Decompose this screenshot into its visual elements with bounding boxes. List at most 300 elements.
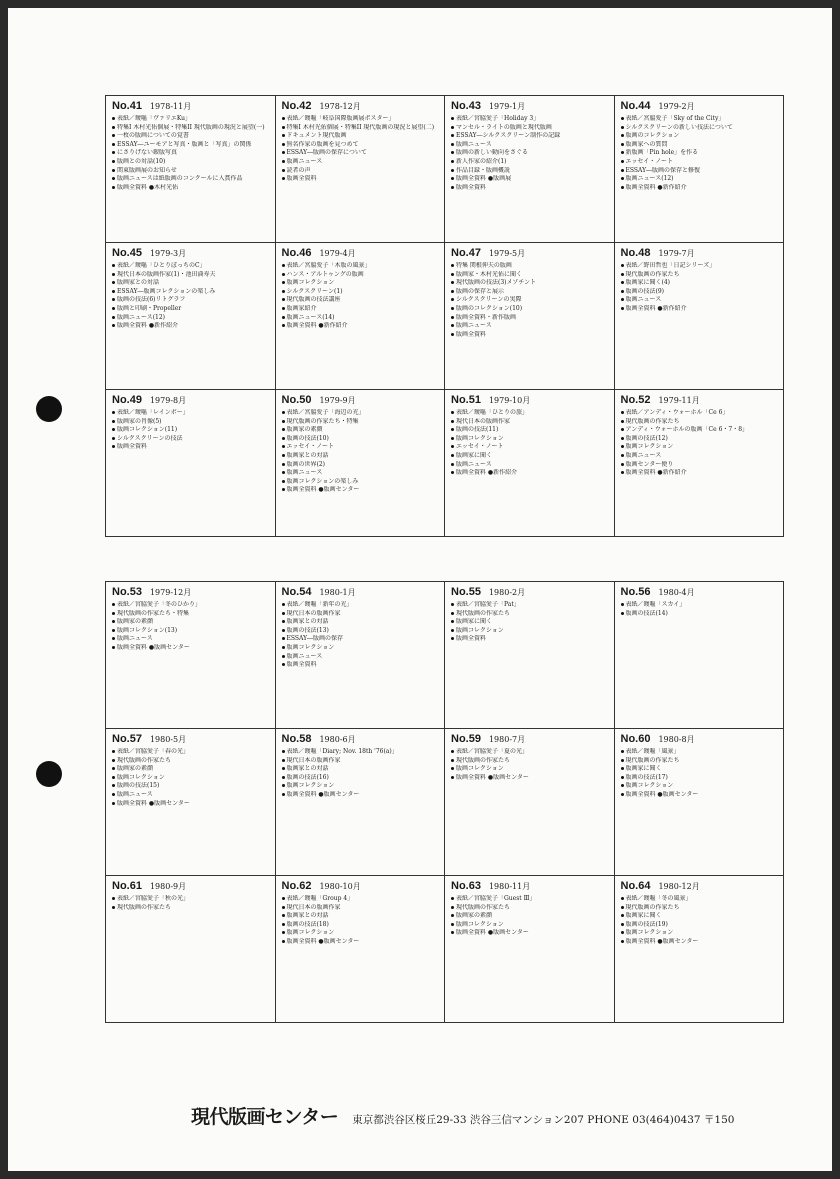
contents-line	[112, 904, 270, 913]
contents-text: 版画家の素顔	[286, 426, 323, 434]
contents-line	[282, 149, 440, 158]
contents-line	[621, 167, 779, 176]
contents-line	[621, 158, 779, 167]
contents-line	[282, 644, 440, 653]
contents-line	[621, 748, 779, 757]
contents-text: 表紙／靉嘔「Group 4」	[286, 895, 354, 902]
issue-date: 1979-11月	[658, 396, 700, 405]
contents-line	[451, 149, 609, 158]
contents-text: シルクスクリーン(1)	[286, 287, 343, 295]
bullet-icon	[282, 488, 285, 491]
bullet-icon	[282, 612, 285, 615]
contents-text: 版画コレクション(11)	[117, 426, 178, 434]
bullet-icon	[112, 637, 115, 640]
issue-header	[621, 100, 779, 112]
issue-cell	[106, 876, 276, 1023]
contents-line	[112, 141, 270, 150]
contents-text: エッセイ・ノート	[456, 443, 504, 451]
contents-line	[451, 443, 609, 452]
issue-cell	[615, 243, 785, 390]
issue-number: No.46	[281, 247, 312, 259]
bullet-icon	[621, 612, 624, 615]
bullet-icon	[451, 411, 454, 414]
contents-line	[112, 791, 270, 800]
contents-line	[451, 601, 609, 610]
issue-number: No.51	[451, 394, 481, 406]
contents-line	[451, 757, 609, 766]
contents-text: 版画の技法(14)	[625, 609, 668, 617]
bullet-icon	[621, 307, 624, 310]
bullet-icon	[282, 776, 285, 779]
contents-text: エッセイ・ノート	[625, 157, 674, 165]
contents-text: 版画ニュース	[625, 451, 662, 459]
issue-cell	[106, 96, 276, 243]
contents-line	[621, 435, 779, 444]
contents-text: ドキュメント現代版画	[286, 132, 347, 140]
bullet-icon	[112, 428, 115, 431]
contents-text: 版画全資料 ●版画センター	[286, 790, 360, 798]
contents-text: 版画家の肖像(5)	[117, 417, 162, 425]
contents-line	[621, 938, 779, 947]
contents-line	[621, 904, 779, 913]
contents-line	[451, 929, 609, 938]
contents-line	[621, 895, 779, 904]
contents-line	[451, 331, 609, 340]
contents-text: 版画ニュース	[117, 635, 153, 643]
contents-line	[282, 469, 440, 478]
contents-line	[451, 895, 609, 904]
contents-text: 版画家との対話	[286, 451, 329, 459]
contents-line	[282, 627, 440, 636]
publisher-address: 東京都渋谷区桜丘29-33 渋谷三信マンション207 PHONE 03(464)0437 〒150	[352, 1114, 735, 1126]
issue-date: 1979-12月	[149, 588, 192, 597]
contents-line	[282, 618, 440, 627]
contents-text: 現代版画の作家たち	[625, 903, 680, 911]
bullet-icon	[451, 126, 454, 129]
contents-text: にさりげない銀版写真	[117, 149, 178, 157]
contents-text: 版画全資料	[456, 330, 487, 338]
contents-text: ESSAY―版画の保存について	[286, 149, 367, 157]
issue-date: 1980-6月	[319, 735, 356, 744]
contents-line	[282, 279, 440, 288]
contents-text: 特集 関根伸夫の版画	[456, 262, 512, 269]
contents-line	[282, 938, 440, 947]
issue-cell	[445, 243, 615, 390]
contents-line	[112, 115, 270, 124]
bullet-icon	[112, 273, 115, 276]
contents-line	[451, 627, 609, 636]
contents-line	[451, 305, 609, 314]
contents-line	[451, 296, 609, 305]
bullet-icon	[112, 186, 115, 189]
contents-text: 版画ニュース	[456, 140, 492, 148]
issue-date: 1979-10月	[488, 396, 531, 405]
contents-line	[451, 912, 609, 921]
contents-line	[621, 288, 779, 297]
bullet-icon	[451, 134, 454, 137]
contents-text: 版画家との対話	[117, 279, 160, 287]
contents-line	[282, 912, 440, 921]
bullet-icon	[282, 897, 285, 900]
contents-text: 版画全資料・新作版画	[456, 313, 517, 321]
contents-text: 版画コレクション	[625, 782, 674, 790]
bullet-icon	[451, 316, 454, 319]
issue-number: No.63	[451, 880, 481, 892]
contents-line	[282, 167, 440, 176]
bullet-icon	[112, 793, 115, 796]
issue-date: 1980-2月	[488, 588, 526, 597]
bullet-icon	[282, 784, 285, 787]
bullet-icon	[621, 897, 624, 900]
bullet-icon	[621, 298, 624, 301]
issue-number: No.61	[112, 880, 142, 892]
contents-line	[112, 314, 270, 323]
contents-text: 版画全資料 ●版画センター	[286, 486, 360, 494]
bullet-icon	[621, 750, 624, 753]
issue-date: 1979-5月	[488, 249, 526, 258]
bullet-icon	[112, 151, 115, 154]
bullet-icon	[621, 445, 624, 448]
issue-date: 1980-9月	[149, 882, 187, 891]
contents-line	[112, 435, 270, 444]
contents-text: 表紙／野田哲也「日記シリーズ」	[625, 262, 716, 269]
issue-header	[112, 247, 270, 259]
issue-date: 1980-1月	[319, 588, 356, 597]
contents-text: シルクスクリーンの実際	[456, 296, 522, 304]
contents-text: 作品目録・版画概説	[456, 166, 511, 174]
contents-text: 版画コレクション	[286, 279, 335, 287]
contents-text: 版画全資料	[117, 443, 148, 451]
contents-line	[282, 322, 440, 331]
contents-text: 版画全資料	[286, 175, 317, 183]
contents-text: 版画家に聞く	[625, 912, 662, 920]
contents-line	[282, 774, 440, 783]
bullet-icon	[112, 750, 115, 753]
contents-line	[282, 262, 440, 271]
bullet-icon	[282, 923, 285, 926]
contents-line	[451, 418, 609, 427]
contents-text: 版画の世界(2)	[286, 460, 325, 468]
catalog-page	[8, 8, 832, 1171]
bullet-icon	[112, 759, 115, 762]
contents-text: 無名作家の版画を見つめて	[286, 140, 359, 148]
contents-line	[282, 288, 440, 297]
issue-header	[112, 733, 270, 745]
issue-number: No.56	[620, 586, 651, 598]
contents-line	[451, 748, 609, 757]
contents-text: 表紙／靉嘔「ひとりの旅」	[456, 409, 529, 416]
bullet-icon	[621, 793, 624, 796]
contents-line	[282, 443, 440, 452]
contents-line	[451, 115, 609, 124]
contents-line	[282, 435, 440, 444]
bullet-icon	[451, 264, 454, 267]
contents-text: 新人作家の紹介(1)	[456, 157, 507, 165]
bullet-icon	[112, 324, 115, 327]
issue-date: 1979-9月	[319, 396, 356, 405]
contents-text: 表紙／宮脇愛子「木版の風景」	[286, 262, 371, 269]
contents-text: ESSAY―ユーモアと写真・版画と「写真」の関係	[117, 140, 252, 148]
bullet-icon	[621, 906, 624, 909]
contents-text: 版画の技法(12)	[625, 434, 668, 442]
bullet-icon	[451, 463, 454, 466]
contents-line	[451, 774, 609, 783]
bullet-icon	[451, 759, 454, 762]
contents-line	[282, 895, 440, 904]
contents-text: 版画全資料 ●版画センター	[456, 773, 529, 781]
issue-header	[112, 880, 270, 892]
contents-line	[282, 141, 440, 150]
contents-line	[282, 791, 440, 800]
bullet-icon	[282, 437, 285, 440]
contents-text: シルクスクリーンの新しい技法について	[625, 123, 733, 131]
bullet-icon	[621, 471, 624, 474]
contents-line	[112, 305, 270, 314]
contents-line	[112, 774, 270, 783]
contents-line	[451, 124, 609, 133]
contents-line	[621, 426, 779, 435]
bullet-icon	[112, 603, 115, 606]
bullet-icon	[112, 160, 115, 163]
contents-text: 現代版画の技法(3)メゾチント	[456, 279, 537, 287]
contents-text: ESSAY―版画コレクションの楽しみ	[117, 287, 216, 295]
contents-text: 版画のコレクション	[625, 132, 680, 140]
issue-cell	[276, 582, 446, 729]
bullet-icon	[112, 264, 115, 267]
contents-line	[112, 175, 270, 184]
issue-number: No.62	[281, 880, 312, 892]
contents-line	[282, 314, 440, 323]
contents-text: 版画全資料 ●版画展	[456, 175, 512, 183]
issue-grid-1979-1980	[105, 581, 784, 1023]
issue-cell	[276, 96, 446, 243]
bullet-icon	[112, 897, 115, 900]
bullet-icon	[112, 169, 115, 172]
issue-header	[621, 394, 779, 406]
contents-text: 版画全資料 ●版画センター	[286, 937, 360, 945]
contents-text: 版画全資料 ●新作紹介	[286, 322, 348, 330]
issue-cell	[276, 243, 446, 390]
issue-header	[621, 733, 779, 745]
contents-text: 表紙／アンディ・ウォーホル「Ce 6」	[625, 409, 729, 416]
contents-line	[621, 296, 779, 305]
bullet-icon	[112, 126, 115, 129]
bullet-icon	[621, 463, 624, 466]
contents-text: 表紙／宮脇愛子「Holiday 3」	[456, 115, 540, 122]
bullet-icon	[621, 117, 624, 120]
contents-text: 表紙／靉嘔「Diary; Nov. 18th '76(a)」	[286, 748, 398, 755]
bullet-icon	[621, 169, 624, 172]
bullet-icon	[282, 445, 285, 448]
bullet-icon	[282, 264, 285, 267]
contents-text: 版画家に聞く	[625, 765, 662, 773]
contents-text: 版画の保存と展示	[456, 287, 505, 295]
contents-line	[451, 426, 609, 435]
bullet-icon	[451, 333, 454, 336]
contents-line	[451, 610, 609, 619]
contents-text: 版画家に聞く	[456, 618, 493, 626]
bullet-icon	[621, 784, 624, 787]
issue-cell	[615, 96, 785, 243]
bullet-icon	[621, 160, 624, 163]
punch-hole-top	[36, 396, 62, 422]
bullet-icon	[451, 445, 454, 448]
contents-line	[282, 653, 440, 662]
contents-text: 版画全資料 ●新作紹介	[625, 304, 687, 312]
contents-line	[451, 184, 609, 193]
contents-line	[621, 443, 779, 452]
contents-line	[282, 929, 440, 938]
bullet-icon	[112, 437, 115, 440]
issue-date: 1979-8月	[149, 396, 187, 405]
contents-line	[621, 912, 779, 921]
contents-line	[451, 288, 609, 297]
bullet-icon	[112, 620, 115, 623]
contents-text: 版画コレクション	[456, 626, 504, 634]
bullet-icon	[621, 264, 624, 267]
contents-text: 版画全資料 ●版画センター	[456, 929, 529, 937]
contents-line	[451, 132, 609, 141]
contents-text: ESSAY―版画の保存と修復	[625, 166, 701, 174]
contents-text: 版画家紹介	[286, 304, 317, 312]
contents-line	[112, 610, 270, 619]
bullet-icon	[112, 906, 115, 909]
bullet-icon	[112, 629, 115, 632]
bullet-icon	[621, 134, 624, 137]
issue-cell	[615, 729, 785, 876]
bullet-icon	[282, 281, 285, 284]
contents-line	[621, 791, 779, 800]
contents-text: 版画全資料 ●新作紹介	[625, 469, 687, 477]
contents-line	[621, 305, 779, 314]
bullet-icon	[621, 931, 624, 934]
bullet-icon	[282, 603, 285, 606]
contents-line	[451, 461, 609, 470]
contents-line	[112, 644, 270, 653]
bullet-icon	[451, 906, 454, 909]
contents-text: 版画の技法(19)	[625, 920, 668, 928]
contents-line	[282, 635, 440, 644]
contents-text: 版画の技法(9)	[625, 287, 664, 295]
bullet-icon	[282, 134, 285, 137]
contents-text: 表紙／宮脇愛子「Guest Ⅲ」	[456, 895, 536, 902]
contents-line	[282, 418, 440, 427]
bullet-icon	[621, 776, 624, 779]
bullet-icon	[621, 290, 624, 293]
contents-line	[621, 461, 779, 470]
contents-line	[621, 418, 779, 427]
bullet-icon	[282, 324, 285, 327]
contents-line	[621, 601, 779, 610]
issue-date: 1978-11月	[149, 102, 192, 111]
contents-text: 版画ニュース	[286, 157, 323, 165]
contents-line	[621, 271, 779, 280]
contents-text: 版画家の素顔	[456, 912, 493, 920]
contents-text: 版画全資料 ●版画センター	[117, 799, 190, 807]
bullet-icon	[282, 655, 285, 658]
issue-date: 1980-8月	[658, 735, 695, 744]
contents-text: 現代版画の作家たち	[456, 609, 511, 617]
contents-text: 表紙／靉嘔「風景」	[625, 748, 680, 755]
contents-text: 版画コレクション	[286, 782, 335, 790]
issue-header	[282, 394, 440, 406]
bullet-icon	[112, 802, 115, 805]
contents-text: エッセイ・ノート	[286, 443, 335, 451]
contents-text: シルクスクリーンの技法	[117, 434, 183, 442]
contents-text: 表紙／靉嘔「ヴァリエKu」	[117, 115, 192, 122]
bullet-icon	[451, 437, 454, 440]
bullet-icon	[451, 637, 454, 640]
issue-cell	[106, 243, 276, 390]
bullet-icon	[112, 316, 115, 319]
contents-text: 版画コレクション	[286, 643, 335, 651]
contents-text: 現代日本の版画作家	[286, 609, 341, 617]
issue-number: No.49	[112, 394, 142, 406]
bullet-icon	[282, 637, 285, 640]
issue-date: 1979-3月	[149, 249, 187, 258]
issue-number: No.60	[620, 733, 651, 745]
contents-text: 版画コレクション	[625, 443, 674, 451]
bullet-icon	[282, 411, 285, 414]
contents-text: 現代版画の作家たち	[625, 756, 680, 764]
bullet-icon	[451, 750, 454, 753]
contents-line	[112, 409, 270, 418]
contents-text: 表紙／靉嘔「新年の光」	[286, 601, 353, 608]
bullet-icon	[451, 776, 454, 779]
contents-line	[282, 757, 440, 766]
contents-line	[621, 262, 779, 271]
contents-line	[451, 618, 609, 627]
contents-text: 版画の技法(15)	[117, 782, 160, 790]
contents-line	[621, 141, 779, 150]
contents-text: 現代日本の版画作家(1)・池田満寿夫	[117, 270, 216, 278]
issue-number: No.47	[451, 247, 481, 259]
contents-line	[282, 461, 440, 470]
contents-text: 版画コレクションの楽しみ	[286, 477, 359, 485]
bullet-icon	[112, 177, 115, 180]
issue-date: 1979-7月	[658, 249, 695, 258]
contents-text: 版画の技法(6)リトグラフ	[117, 296, 186, 304]
contents-line	[112, 132, 270, 141]
bullet-icon	[621, 437, 624, 440]
bullet-icon	[621, 281, 624, 284]
bullet-icon	[451, 629, 454, 632]
contents-text: 特集I 木村光佑個展・特集II 現代版画の現況と展望(二)	[286, 123, 435, 131]
bullet-icon	[451, 273, 454, 276]
contents-text: 版画の技法(13)	[286, 626, 329, 634]
contents-text: 現代日本の版画作家	[456, 417, 511, 425]
contents-text: ハンス・アルトゥングの版画	[286, 270, 364, 278]
contents-line	[451, 314, 609, 323]
bullet-icon	[282, 420, 285, 423]
contents-text: 版画全資料 ●新作紹介	[456, 469, 518, 477]
bullet-icon	[282, 471, 285, 474]
contents-text: 版画ニュース	[625, 296, 662, 304]
publisher-footer	[191, 1102, 751, 1129]
issue-cell	[276, 390, 446, 537]
contents-line	[451, 322, 609, 331]
bullet-icon	[451, 471, 454, 474]
issue-number: No.43	[451, 100, 481, 112]
contents-text: 表紙／宮脇愛子「Pat」	[456, 601, 520, 608]
contents-line	[112, 271, 270, 280]
contents-line	[112, 124, 270, 133]
contents-text: 現代版画の作家たち	[456, 903, 511, 911]
bullet-icon	[451, 603, 454, 606]
issue-header	[282, 247, 440, 259]
contents-text: 版画コレクション	[286, 929, 335, 937]
contents-text: 版画全資料	[286, 661, 317, 669]
